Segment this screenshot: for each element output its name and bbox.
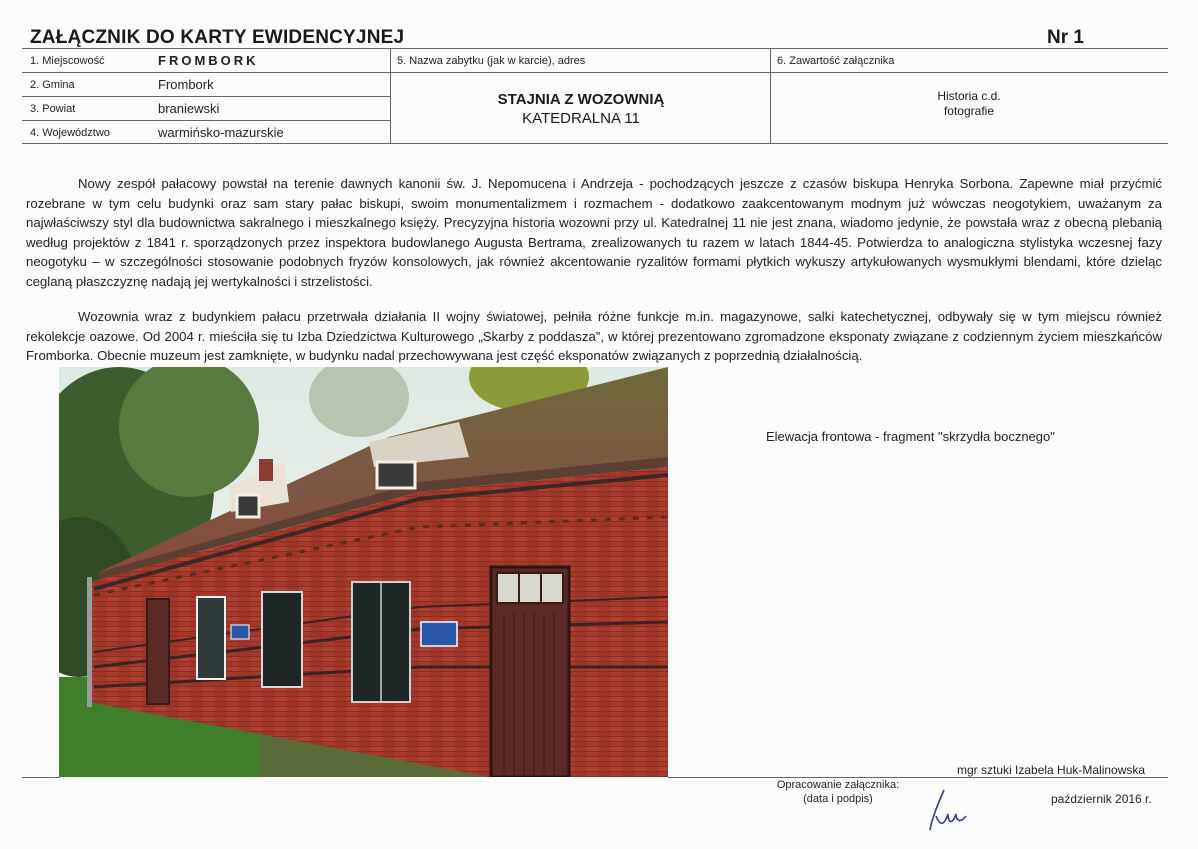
document-title: ZAŁĄCZNIK DO KARTY EWIDENCYJNEJ bbox=[30, 27, 405, 48]
building-photo bbox=[59, 367, 668, 777]
field-value-county: braniewski bbox=[158, 101, 220, 116]
prepared-label-line2: (data i podpis) bbox=[803, 793, 873, 805]
footer-rule bbox=[668, 777, 1168, 778]
prepared-by-label bbox=[770, 778, 906, 806]
field-value-voivodeship: warmińsko-mazurskie bbox=[158, 125, 284, 140]
author-name: mgr sztuki Izabela Huk-Malinowska bbox=[957, 763, 1146, 777]
field-label-content: 6. Zawartość załącznika bbox=[777, 55, 895, 67]
field-label-voivodeship: 4. Województwo bbox=[30, 127, 110, 139]
photo-caption: Elewacja frontowa - fragment "skrzydła bocznego" bbox=[766, 429, 1055, 444]
monument-address: KATEDRALNA 11 bbox=[522, 110, 640, 127]
field-label-county: 3. Powiat bbox=[30, 103, 76, 115]
history-paragraph-2: Wozownia wraz z budynkiem pałacu przetrwała działania II wojny światowej, pełniła różne funkcje m.in. magazynowe, salki katechetycznej, odbywały się w tym miejscu również rekolekcje oazowe. Od 2004 r. mieściła się tu Izba Dziedzictwa Kulturowego „Skarby z poddasza”, w której prezentowano zgromadzone eksponaty związane z codziennym życiem mieszkańców Fromborka. Obecnie muzeum jest zamknięte, w budynku nadal przechowywana jest część eksponatów związanych z poprzednią działalnością. bbox=[26, 309, 1162, 363]
attachment-contents bbox=[770, 89, 1168, 119]
footer-rule bbox=[22, 777, 60, 778]
preparation-date: październik 2016 r. bbox=[1051, 792, 1152, 806]
monument-name: STAJNIA Z WOZOWNIĄ bbox=[497, 91, 665, 108]
form-divider bbox=[22, 96, 390, 97]
attachment-number: Nr 1 bbox=[1047, 27, 1084, 48]
form-top-border bbox=[22, 48, 1168, 49]
field-label-locality: 1. Miejscowość bbox=[30, 55, 105, 67]
form-divider bbox=[390, 48, 391, 143]
form-bottom-border bbox=[22, 143, 1168, 144]
form-divider bbox=[22, 120, 390, 121]
signature-mark bbox=[926, 786, 976, 832]
form-divider bbox=[22, 72, 1168, 73]
field-value-locality: FROMBORK bbox=[158, 53, 259, 68]
field-value-commune: Frombork bbox=[158, 77, 214, 92]
content-line-history: Historia c.d. bbox=[937, 89, 1001, 103]
field-label-monument: 5. Nazwa zabytku (jak w karcie), adres bbox=[397, 55, 586, 67]
prepared-label-line1: Opracowanie załącznika: bbox=[776, 779, 900, 791]
history-paragraph-1: Nowy zespół pałacowy powstał na terenie dawnych kanonii św. J. Nepomucena i Andrzeja - pochodzących jeszcze z czasów biskupa Henryka Sorbona. Zapewne miał przyćmić rozebrane w tym celu budynki oraz sam stary pałac biskupi, swoim monumentalizmem i rozmachem - dodatkowo zaakcentowanym modnym już wówczas neogotykiem, uważanym za najwłaściwszy styl dla budownictwa sakralnego i mieszkalnego księży. Precyzyjna historia wozowni przy ul. Katedralnej 11 nie jest znana, wiadomo jedynie, że powstała wraz z obecną plebanią według projektów z 1841 r. sporządzonych przez inspektora budowlanego Augusta Bertrama, zrealizowanych tu razem w latach 1844-45. Potwierdza to analogiczna stylistyka wczesnej fazy neogotyku – w szczególności stosowanie podobnych fryzów konsolowych, jak również akcentowanie ryzalitów formami płytkich wykuszy artykułowanych wysmukłymi blendami, które dzieląc ceglaną płaszczyznę nadają jej wertykalności i strzelistości. bbox=[26, 176, 1162, 289]
field-label-commune: 2. Gmina bbox=[30, 79, 75, 91]
content-line-photos: fotografie bbox=[943, 104, 995, 118]
